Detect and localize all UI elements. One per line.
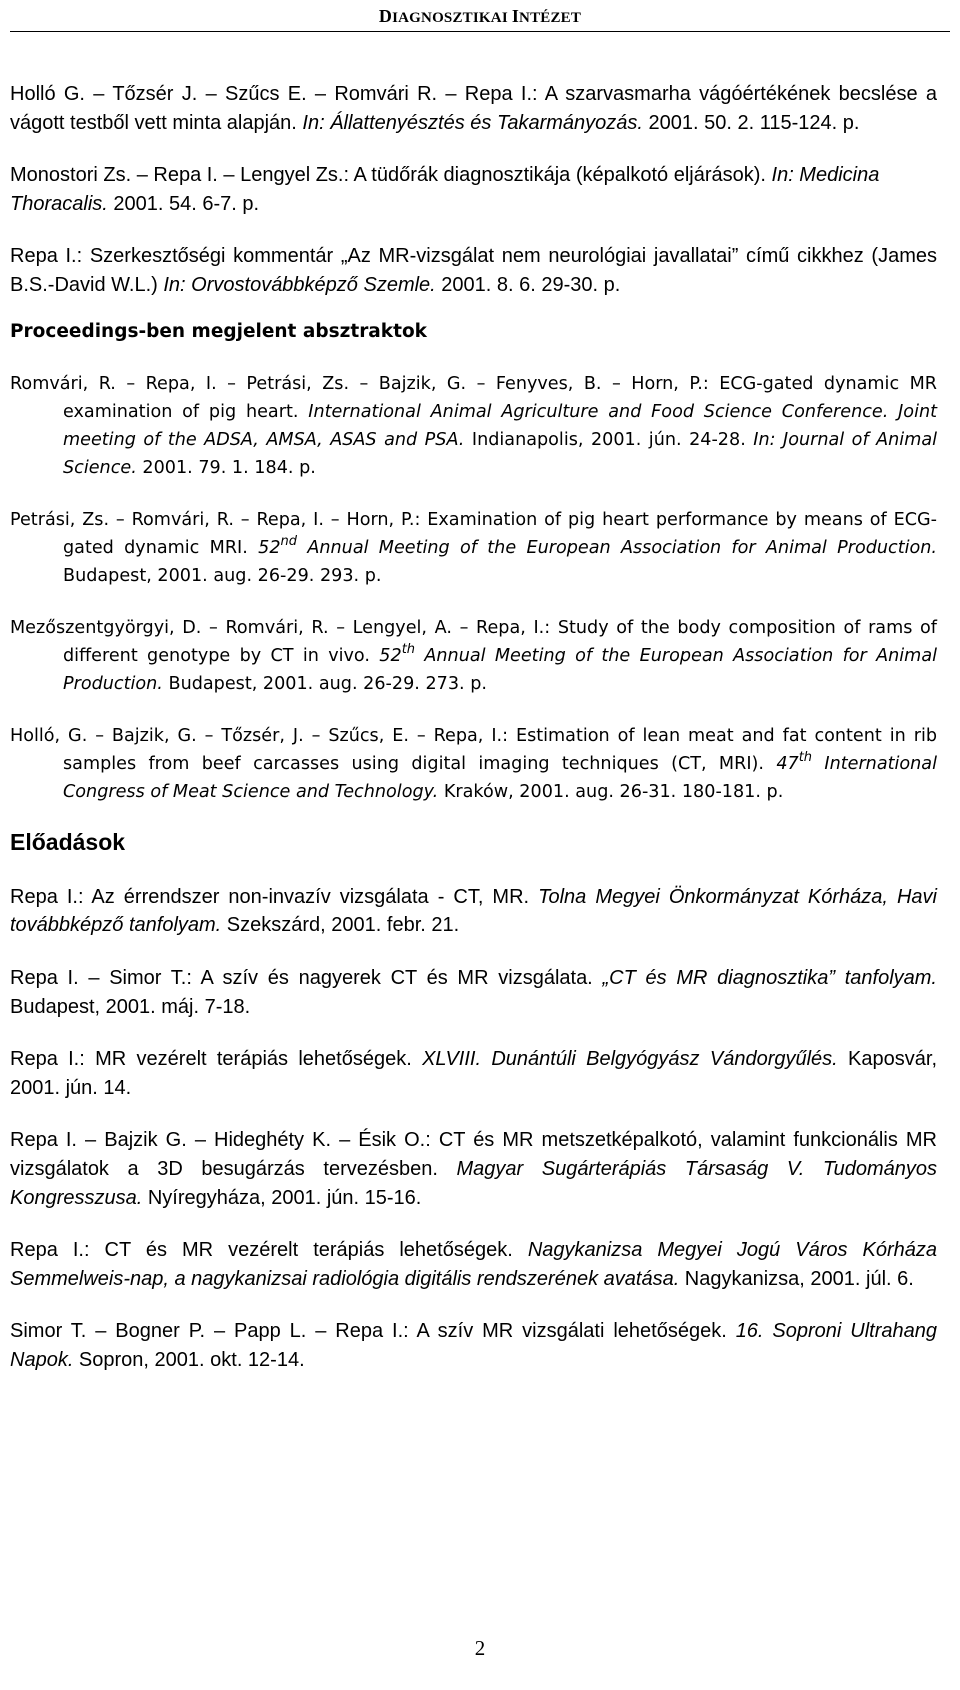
talk-event: Nagykanizsa Megyei Jogú Város Kórháza Semmelweis-nap, a nagykanizsai radiológia digitális rendszerének avatása. xyxy=(10,1239,937,1290)
talk-event: Magyar Sugárterápiás Társaság V. Tudományos Kongresszusa. xyxy=(10,1157,937,1209)
proceeding-item xyxy=(10,614,937,698)
section-heading-proceedings: Proceedings-ben megjelent absztraktok xyxy=(10,320,427,342)
talk-authors-title: Repa I.: CT és MR vezérelt terápiás lehetőségek. xyxy=(10,1239,528,1262)
header-word-2: NTÉZET xyxy=(519,10,582,26)
reference-item xyxy=(10,161,937,218)
talk-item xyxy=(10,1045,937,1102)
talk-item xyxy=(10,1126,937,1212)
reference-journal: In: Orvostovábbképző Szemle. xyxy=(163,273,436,296)
section-heading-eloadasok: Előadások xyxy=(10,829,126,856)
page-header xyxy=(0,6,960,27)
proceeding-details: Budapest, 2001. aug. 26-29. 293. p. xyxy=(63,566,382,587)
reference-details: 2001. 50. 2. 115-124. p. xyxy=(642,111,860,134)
talk-item xyxy=(10,1236,937,1293)
reference-item xyxy=(10,80,937,137)
reference-authors-title: Monostori Zs. – Repa I. – Lengyel Zs.: A tüdőrák diagnosztikája (képalkotó eljárások). xyxy=(10,164,772,187)
reference-authors-title: Repa I.: Szerkesztőségi kommentár „Az MR-vizsgálat nem neurológiai javallatai” című cikkhez (James B.S.-David W.L.) xyxy=(10,245,937,296)
reference-details: 2001. 8. 6. 29-30. p. xyxy=(435,273,621,296)
talk-event: 16. Soproni Ultrahang Napok. xyxy=(10,1320,937,1371)
talk-authors-title: Repa I.: MR vezérelt terápiás lehetőségek. xyxy=(10,1048,423,1071)
proceeding-authors-title: Romvári, R. – Repa, I. – Petrási, Zs. – Bajzik, G. – Fenyves, B. – Horn, P.: ECG-gated dynamic MR examination of pig heart. xyxy=(10,374,937,423)
page-number: 2 xyxy=(474,1636,486,1660)
talk-event: „CT és MR diagnosztika” tanfolyam. xyxy=(602,966,937,989)
proceeding-conference: 47th International Congress of Meat Science and Technology. xyxy=(63,750,937,803)
reference-journal: In: Medicina Thoracalis. xyxy=(10,164,880,215)
proceeding-conference: 52nd Annual Meeting of the European Association for Animal Production. xyxy=(258,534,937,559)
proceeding-item xyxy=(10,506,937,590)
talk-details: Kaposvár, 2001. jún. 14. xyxy=(10,1048,937,1099)
reference-journal: In: Állattenyésztés és Takarmányozás. xyxy=(302,111,643,134)
talk-authors-title: Repa I.: Az érrendszer non-invazív vizsgálata - CT, MR. xyxy=(10,885,539,908)
proceeding-journal: In: Journal of Animal Science. xyxy=(63,430,938,479)
proceeding-details: Kraków, 2001. aug. 26-31. 180-181. p. xyxy=(438,782,784,803)
proceeding-conference: 52th Annual Meeting of the European Association for Animal Production. xyxy=(63,642,937,695)
proceeding-conference: International Animal Agriculture and Food Science Conference. Joint meeting of the ADSA, AMSA, ASAS and PSA. xyxy=(63,402,938,451)
proceeding-authors-title: Holló, G. – Bajzik, G. – Tőzsér, J. – Szűcs, E. – Repa, I.: Estimation of lean meat and fat content in rib samples from beef carcasses using digital imaging techniques (CT, MRI). xyxy=(10,726,937,775)
talk-authors-title: Repa I. – Bajzik G. – Hideghéty K. – Ésik O.: CT és MR metszetképalkotó, valamint funkcionális MR vizsgálatok a 3D besugárzás tervezésben. xyxy=(10,1129,937,1180)
proceeding-details: Indianapolis, 2001. jún. 24-28. xyxy=(464,430,754,451)
talk-details: Nyíregyháza, 2001. jún. 15-16. xyxy=(142,1186,422,1209)
proceeding-details: Budapest, 2001. aug. 26-29. 273. p. xyxy=(162,674,487,695)
header-divider xyxy=(10,31,950,32)
talk-details: Sopron, 2001. okt. 12-14. xyxy=(73,1348,305,1371)
talk-event: Tolna Megyei Önkormányzat Kórháza, Havi továbbképző tanfolyam. xyxy=(10,885,937,937)
reference-item xyxy=(10,242,937,299)
talk-event: XLVIII. Dunántúli Belgyógyász Vándorgyűlés. xyxy=(422,1048,838,1071)
reference-authors-title: Holló G. – Tőzsér J. – Szűcs E. – Romvári R. – Repa I.: A szarvasmarha vágóértékének becslése a vágott testből vett minta alapján. xyxy=(10,83,937,134)
header-word-1: IAGNOSZTIKAI xyxy=(392,10,512,26)
talk-item xyxy=(10,883,937,940)
reference-details: 2001. 54. 6-7. p. xyxy=(107,192,260,215)
talk-details: Budapest, 2001. máj. 7-18. xyxy=(10,995,251,1018)
proceeding-authors-title: Mezőszentgyörgyi, D. – Romvári, R. – Lengyel, A. – Repa, I.: Study of the body composition of rams of different genotype by CT in vivo. xyxy=(10,618,937,667)
talk-authors-title: Simor T. – Bogner P. – Papp L. – Repa I.: A szív MR vizsgálati lehetőségek. xyxy=(10,1320,736,1343)
header-initial-1: D xyxy=(378,6,393,26)
header-initial-2: I xyxy=(511,6,520,26)
proceeding-item xyxy=(10,370,937,482)
talk-details: Nagykanizsa, 2001. júl. 6. xyxy=(679,1267,914,1290)
talk-authors-title: Repa I. – Simor T.: A szív és nagyerek CT és MR vizsgálata. xyxy=(10,966,603,989)
talk-item xyxy=(10,1317,937,1374)
proceeding-pages: 2001. 79. 1. 184. p. xyxy=(136,458,316,479)
talk-details: Szekszárd, 2001. febr. 21. xyxy=(221,914,460,937)
proceeding-authors-title: Petrási, Zs. – Romvári, R. – Repa, I. – Horn, P.: Examination of pig heart performance by means of ECG-gated dynamic MRI. xyxy=(10,510,937,559)
document-body xyxy=(10,80,937,1374)
talk-item xyxy=(10,964,937,1021)
proceeding-item xyxy=(10,722,937,806)
